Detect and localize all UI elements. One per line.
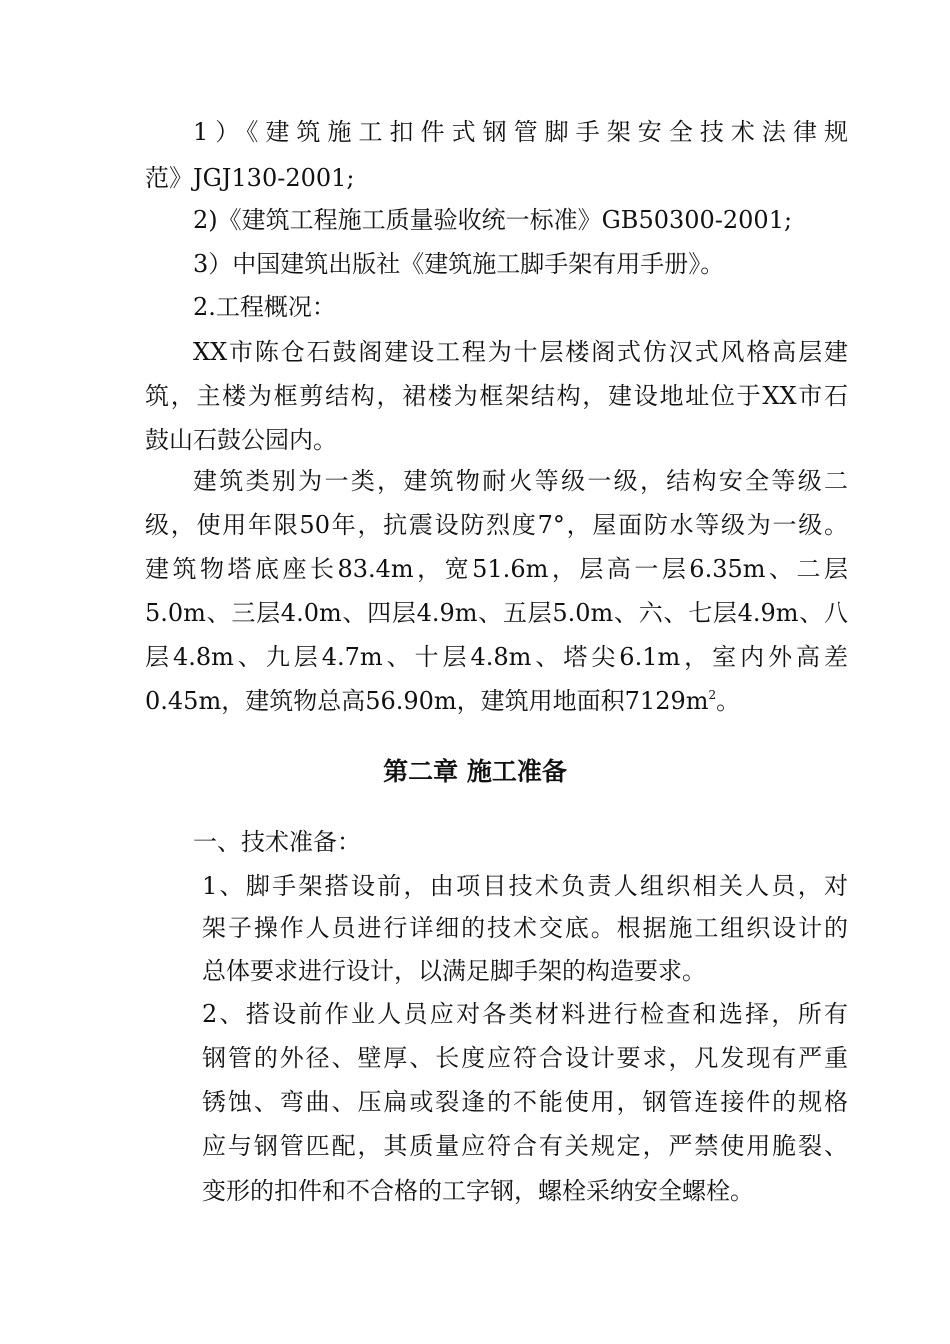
chapter-heading: 第二章 施工准备 bbox=[383, 757, 567, 786]
reference-item-1-line-2: 范》JGJ130-2001; bbox=[145, 164, 355, 192]
overview-p2-line-6 bbox=[145, 686, 740, 716]
prep-item-1-line-1: 1、脚手架搭设前，由项目技术负责人组织相关人员，对 bbox=[202, 872, 848, 900]
overview-p1-line-3: 鼓山石鼓公园内。 bbox=[145, 426, 337, 454]
overview-p2-line-2: 级，使用年限50年，抗震设防烈度7°，屋面防水等级为一级。 bbox=[145, 511, 848, 539]
reference-item-2: 2)《建筑工程施工质量验收统一标准》GB50300-2001; bbox=[193, 206, 793, 234]
overview-p1-line-2: 筑，主楼为框剪结构，裙楼为框架结构，建设地址位于XX市石 bbox=[145, 382, 848, 410]
prep-item-2-line-5: 变形的扣件和不合格的工字钢，螺栓采纳安全螺栓。 bbox=[202, 1177, 754, 1205]
overview-p2-line-3: 建筑物塔底座长83.4m，宽51.6m，层高一层6.35m、二层 bbox=[145, 555, 848, 583]
reference-item-1-line-1: 1）《建筑施工扣件式钢管脚手架安全技术法律规 bbox=[193, 118, 848, 146]
overview-p2-line-5: 层4.8m、九层4.7m、十层4.8m、塔尖6.1m，室内外高差 bbox=[145, 643, 848, 671]
prep-item-1-line-2: 架子操作人员进行详细的技术交底。根据施工组织设计的 bbox=[202, 914, 848, 942]
overview-p2-line-6-end: 。 bbox=[716, 687, 741, 715]
overview-p2-line-6-text: 0.45m，建筑物总高56.90m，建筑用地面积7129m bbox=[145, 687, 709, 715]
overview-p1-line-1: XX市陈仓石鼓阁建设工程为十层楼阁式仿汉式风格高层建 bbox=[193, 338, 848, 366]
subsection-title: 一、技术准备： bbox=[193, 828, 361, 856]
overview-title: 2.工程概况： bbox=[193, 293, 336, 321]
prep-item-2-line-4: 应与钢管匹配，其质量应符合有关规定，严禁使用脆裂、 bbox=[202, 1132, 848, 1160]
prep-item-2-line-2: 钢管的外径、壁厚、长度应符合设计要求，凡发现有严重 bbox=[202, 1044, 848, 1072]
overview-p2-line-1: 建筑类别为一类，建筑物耐火等级一级，结构安全等级二 bbox=[193, 467, 848, 495]
reference-item-3: 3）中国建筑出版社《建筑施工脚手架有用手册》。 bbox=[193, 250, 725, 278]
prep-item-1-line-3: 总体要求进行设计，以满足脚手架的构造要求。 bbox=[202, 957, 706, 985]
superscript-2: 2 bbox=[708, 688, 717, 702]
overview-p2-line-4: 5.0m、三层4.0m、四层4.9m、五层5.0m、六、七层4.9m、八 bbox=[145, 599, 848, 627]
prep-item-2-line-1: 2、搭设前作业人员应对各类材料进行检查和选择，所有 bbox=[202, 1000, 848, 1028]
prep-item-2-line-3: 锈蚀、弯曲、压扁或裂逢的不能使用，钢管连接件的规格 bbox=[202, 1088, 848, 1116]
